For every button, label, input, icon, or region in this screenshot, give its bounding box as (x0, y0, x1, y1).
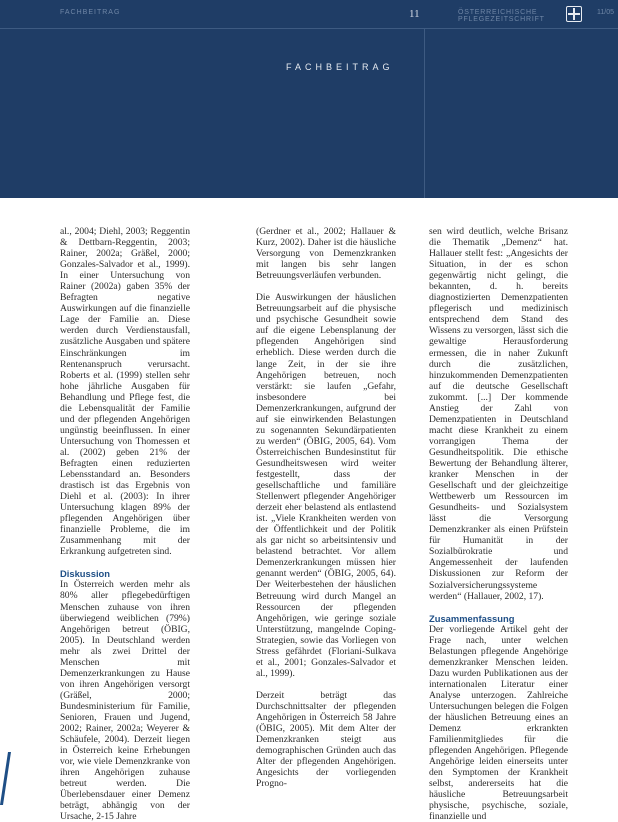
header-band (0, 0, 618, 198)
paragraph: Derzeit beträgt das Durchschnittsalter der pflegenden Angehörigen in Österreich 58 Jahre (ÖBIG, 2005). Mit dem Alter der Demenzkranken steigt aus demographischen Gründen auch das Alter der pflegenden Angehörigen. Angesichts der vorliegenden Progno- (256, 689, 396, 790)
page-number: 11 (409, 8, 420, 20)
paragraph: (Gerdner et al., 2002; Hallauer & Kurz, 2002). Daher ist die häusliche Versorgung von Demenzkranken mit langen bis sehr langen Betreuungsverläufen verbunden. (256, 226, 396, 282)
margin-decoration-icon (0, 752, 12, 805)
heading-zusammenfassung: Zusammenfassung (429, 612, 515, 624)
header-top-bar (0, 0, 618, 29)
paragraph: Die Auswirkungen der häuslichen Betreuungsarbeit auf die physische und psychische Gesundheit sowie auf die eigene Lebensplanung der pflegenden Angehörigen sind erheblich. Diese werden durch die lange Zeit, in der sie ihre Angehörigen betreuen, noch verstärkt: sie laufen „Gefahr, insbesondere bei Demenzerkrankungen, aufgrund der auf sie einwirkenden Belastungen zu sogenannten Sekundärpatienten zu werden“ (ÖBIG, 2005, 64). Vom Österreichischen Bundesinstitut für Gesundheitswesen wird weiter festgestellt, dass der gesellschaftliche und familiäre Stellenwert pflegender Angehöriger derzeit eher belastend als entlastend ist. „Viele Krankheiten werden von der Öffentlichkeit und der Politik als gar nicht so arbeitsintensiv und belastend betrachtet. Vor allem Demenzerkrankungen müssen hier genannt werden“ (ÖBIG, 2005, 64). Der Weiterbestehen der häuslichen Betreuung wird durch Mangel an Ressourcen der pflegenden Angehörigen, wie geringe soziale Unterstützung, mangelnde Coping-Strategien, sowie das Vorliegen von Stress gefährdet (Floriani-Sulkava et al., 2001; Gonzales-Salvador et al., 1999). (256, 292, 396, 679)
paragraph: sen wird deutlich, welche Brisanz die Thematik „Demenz“ hat. Hallauer stellt fest: „Angesichts der Situation, in der es schon gegenwärtig nicht gelingt, die bekannten, d. h. bereits diagnostizierten Demenzpatienten pflegerisch und medizinisch entsprechend dem Stand des Wissens zu versorgen, lässt sich die gewaltige Herausforderung ermessen, die in naher Zukunft durch die zusätzlichen, hinzukommenden Demenzpatienten auf die deutsche Gesellschaft zukommt. [...] Der kommende Anstieg der Zahl von Demenzpatienten in Deutschland macht diese Krankheit zu einem vorrangigen Thema der Gesundheitspolitik. Die ethische Bewertung der Behandlung älterer, kranker Menschen in der Gesellschaft und der gleichzeitige Wettbewerb um Ressourcen im Gesundheits- und Sozialsystem lässt die Versorgung Demenzkranker als einen Prüfstein für Humanität in der Sozialbürokratie und Angemessenheit der laufenden Diskussionen zur Reform der Sozialversicherungssysteme werden“ (Hallauer, 2002, 17). (429, 226, 568, 602)
magazine-title: ÖSTERREICHISCHE PFLEGEZEITSCHRIFT (458, 9, 545, 23)
text-column-3 (429, 226, 568, 822)
section-label: FACHBEITRAG (286, 62, 394, 72)
paragraph: al., 2004; Diehl, 2003; Reggentin & Dettbarn-Reggentin, 2003; Rainer, 2002a; Gräßel, 2000; Gonzales-Salvador et al., 1999). In einer Untersuchung von Rainer (2002a) gaben 35% der Befragten negative Auswirkungen auf die finanzielle Lage der Familie an. Diese werden durch Verdienstausfall, zusätzliche Ausgaben und spätere Einschränkungen im Rentenanspruch verursacht. Roberts et al. (1999) stellen sehr hohe jährliche Ausgaben für Behandlung und Pflege fest, die die Lebensqualität der Familie und der pflegenden Angehörigen ungünstig beeinflussen. In einer Untersuchung von Thomessen et al. (2002) geben 21% der Befragten einen reduzierten Lebensstandard an. Besonders drastisch ist das Ergebnis von Diehl et al. (2003): In ihrer Untersuchung klagen 89% der pflegenden Angehörigen über finanzielle Probleme, die im Zusammenhang mit der Erkrankung aufgetreten sind. (60, 226, 190, 558)
paragraph: Der vorliegende Artikel geht der Frage nach, unter welchen Belastungen pflegende Angehörige demenzkranker Menschen leiden. Dazu wurden Publikationen aus der internationalen Literatur einer Analyse unterzogen. Zahlreiche Untersuchungen belegen die Folgen der häuslichen Betreuung eines an Demenz erkrankten Familienmitgliedes für die pflegenden Angehörigen. Pflegende Angehörige leiden einerseits unter den Symptomen der Krankheit selbst, andererseits hat die häusliche Betreuungsarbeit physische, psychische, soziale, finanzielle und (429, 623, 568, 822)
header-divider (424, 28, 425, 198)
cross-logo-icon (566, 6, 582, 22)
text-column-1 (60, 226, 190, 822)
issue-number: 11/05 (597, 9, 614, 16)
heading-diskussion: Diskussion (60, 568, 111, 580)
text-column-2 (256, 226, 396, 789)
paragraph: In Österreich werden mehr als 80% aller pflegebedürftigen Menschen zuhause von ihren überwiegend weiblichen (79%) Angehörigen betreut (ÖBIG, 2005). In Deutschland werden mehr als zwei Drittel der Menschen mit Demenzerkrankungen zu Hause von ihren Angehörigen versorgt (Gräßel, 2000; Bundesministerium für Familie, Senioren, Frauen und Jugend, 2002; Rainer, 2002a; Weyerer & Schäufele, 2004). Derzeit liegen in Österreich keine Erhebungen vor, wie viele Demenzkranke von ihren Angehörigen zuhause betreut werden. Die Überlebensdauer einer Demenz beträgt, abhängig von der Ursache, 2-15 Jahre (60, 579, 190, 822)
running-head-left: FACHBEITRAG (60, 9, 121, 16)
